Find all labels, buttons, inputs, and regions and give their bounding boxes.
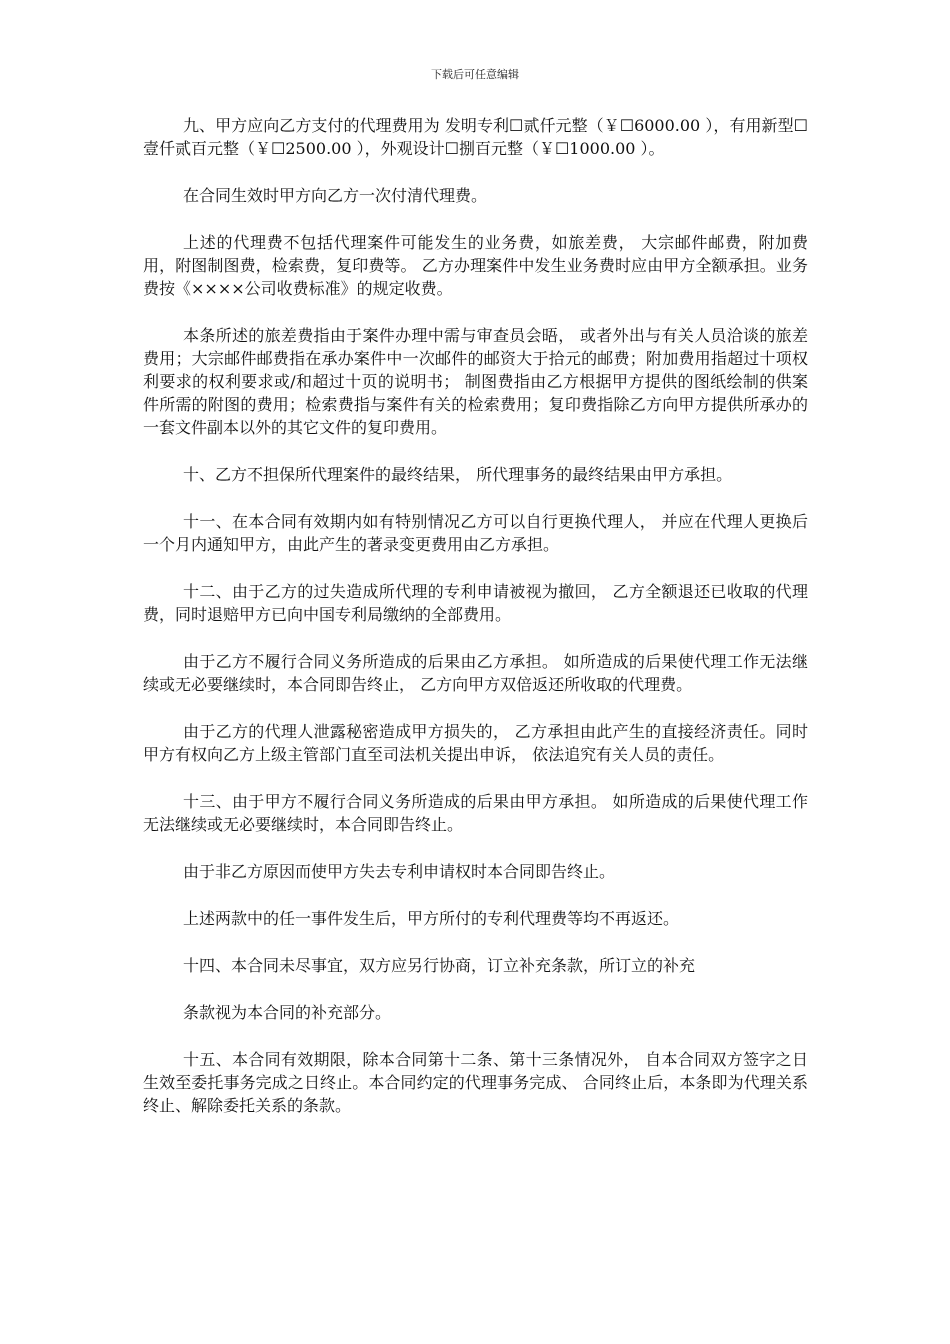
clause-9-payment-time: 在合同生效时甲方向乙方一次付清代理费。 <box>183 186 488 205</box>
clause-9-business-fees: 上述的代理费不包括代理案件可能发生的业务费，如旅差费， 大宗邮件邮费，附加费用，附图制图费，检索费，复印费等。 乙方办理案件中发生业务费时应由甲方全额承担。业务费按《××××公司收费标准》的规定收费。 <box>143 233 808 298</box>
clause-11: 十一、在本合同有效期内如有特别情况乙方可以自行更换代理人， 并应在代理人更换后一个月内通知甲方，由此产生的著录变更费用由乙方承担。 <box>143 512 808 554</box>
clause-14: 十四、本合同未尽事宜，双方应另行协商，订立补充条款，所订立的补充 <box>183 956 696 975</box>
clause-9-fees: 九、甲方应向乙方支付的代理费用为 发明专利☐贰仟元整（￥☐6000.00 ），有用新型☐壹仟贰百元整（￥☐2500.00 ），外观设计☐捌百元整（￥☐1000.00 ）。 <box>143 116 808 158</box>
clause-12-confidentiality: 由于乙方的代理人泄露秘密造成甲方损失的， 乙方承担由此产生的直接经济责任。同时甲方有权向乙方上级主管部门直至司法机关提出申诉， 依法追究有关人员的责任。 <box>143 722 808 764</box>
clause-15: 十五、本合同有效期限，除本合同第十二条、第十三条情况外， 自本合同双方签字之日生效至委托事务完成之日终止。本合同约定的代理事务完成、 合同终止后，本条即为代理关系终止、解除委托关系的条款。 <box>143 1050 808 1115</box>
clause-14-continued: 条款视为本合同的补充部分。 <box>183 1003 392 1022</box>
clause-13: 十三、由于甲方不履行合同义务所造成的后果由甲方承担。 如所造成的后果使代理工作无法继续或无必要继续时，本合同即告终止。 <box>143 792 808 834</box>
page-header: 下载后可任意编辑 <box>431 68 519 81</box>
clause-9-fee-definitions: 本条所述的旅差费指由于案件办理中需与审查员会晤， 或者外出与有关人员洽谈的旅差费用；大宗邮件邮费指在承办案件中一次邮件的邮资大于拾元的邮费；附加费用指超过十项权利要求的权利要求或/和超过十页的说明书； 制图费指由乙方根据甲方提供的图纸绘制的供案件所需的附图的费用；检索费指与案件有关的检索费用；复印费指除乙方向甲方提供所承办的一套文件副本以外的其它文件的复印费用。 <box>143 326 808 437</box>
clause-13-no-refund: 上述两款中的任一事件发生后，甲方所付的专利代理费等均不再返还。 <box>183 909 680 928</box>
clause-13-termination: 由于非乙方原因而使甲方失去专利申请权时本合同即告终止。 <box>183 862 616 881</box>
clause-12: 十二、由于乙方的过失造成所代理的专利申请被视为撤回， 乙方全额退还已收取的代理费，同时退赔甲方已向中国专利局缴纳的全部费用。 <box>143 582 808 624</box>
clause-10: 十、乙方不担保所代理案件的最终结果， 所代理事务的最终结果由甲方承担。 <box>183 465 733 484</box>
document-body <box>143 114 808 1141</box>
clause-12-breach: 由于乙方不履行合同义务所造成的后果由乙方承担。 如所造成的后果使代理工作无法继续或无必要继续时，本合同即告终止， 乙方向甲方双倍返还所收取的代理费。 <box>143 652 808 694</box>
